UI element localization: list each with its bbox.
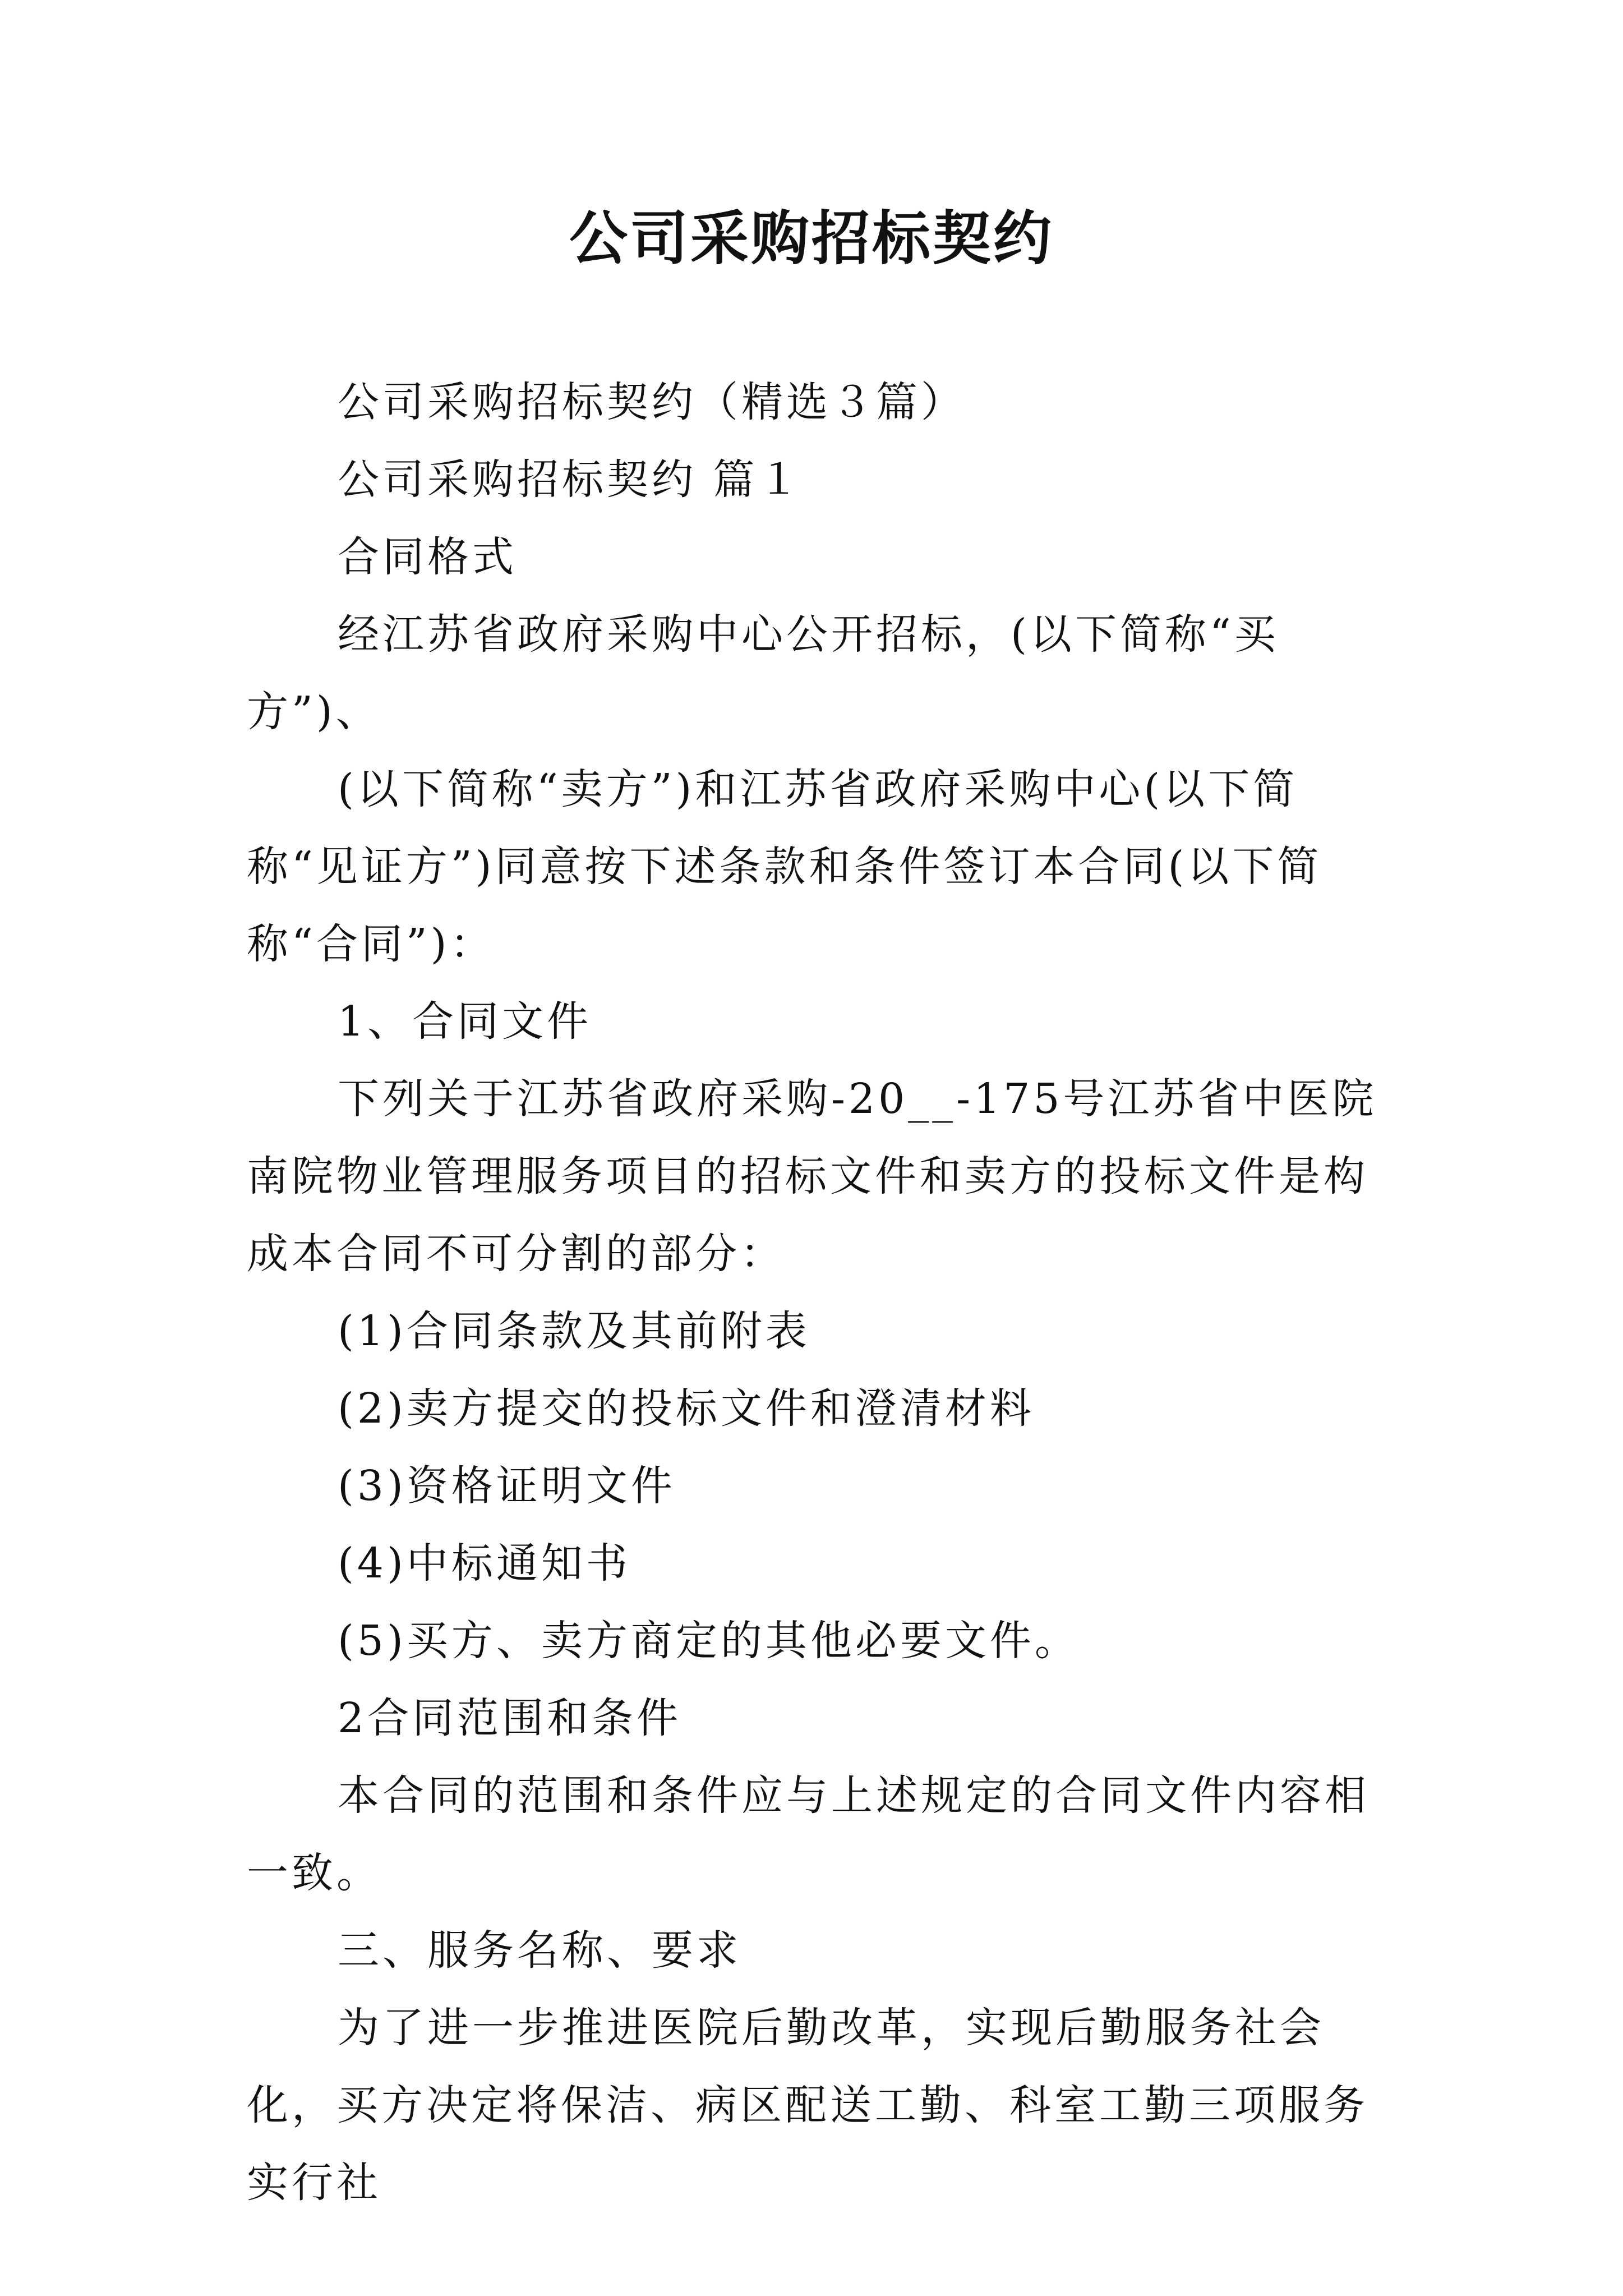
- paragraph: (4)中标通知书: [338, 1539, 631, 1588]
- paragraph: 本合同的范围和条件应与上述规定的合同文件内容相一致。: [247, 1772, 1370, 1897]
- paragraph: (5)买方、卖方商定的其他必要文件。: [338, 1617, 1080, 1665]
- paragraph: 合同格式: [338, 533, 517, 581]
- paragraph: (1)合同条款及其前附表: [338, 1307, 810, 1355]
- document-title: 公司采购招标契约: [569, 204, 1054, 273]
- document-body: [247, 364, 1391, 2221]
- paragraph: 经江苏省政府采购中心公开招标，(以下简称“买方”)、: [247, 610, 1279, 736]
- paragraph: 为了进一步推进医院后勤改革，实现后勤服务社会化，买方决定将保洁、病区配送工勤、科室工勤三项服务实行社: [247, 2004, 1368, 2207]
- paragraph: 1、合同文件: [338, 997, 592, 1046]
- paragraph: 公司采购招标契约（精选３篇）: [338, 378, 966, 426]
- paragraph: (3)资格证明文件: [338, 1462, 676, 1510]
- paragraph: 三、服务名称、要求: [338, 1926, 741, 1975]
- paragraph: 公司采购招标契约 篇１: [338, 455, 803, 504]
- paragraph: (以下简称“卖方”)和江苏省政府采购中心(以下简称“见证方”)同意按下述条款和条件签订本合同(以下简称“合同”)：: [247, 765, 1322, 968]
- paragraph: 2合同范围和条件: [338, 1694, 682, 1742]
- paragraph: (2)卖方提交的投标文件和澄清材料: [338, 1384, 1035, 1433]
- paragraph: 下列关于江苏省政府采购-20__-175号江苏省中医院南院物业管理服务项目的招标文件和卖方的投标文件是构成本合同不可分割的部分：: [247, 1075, 1377, 1278]
